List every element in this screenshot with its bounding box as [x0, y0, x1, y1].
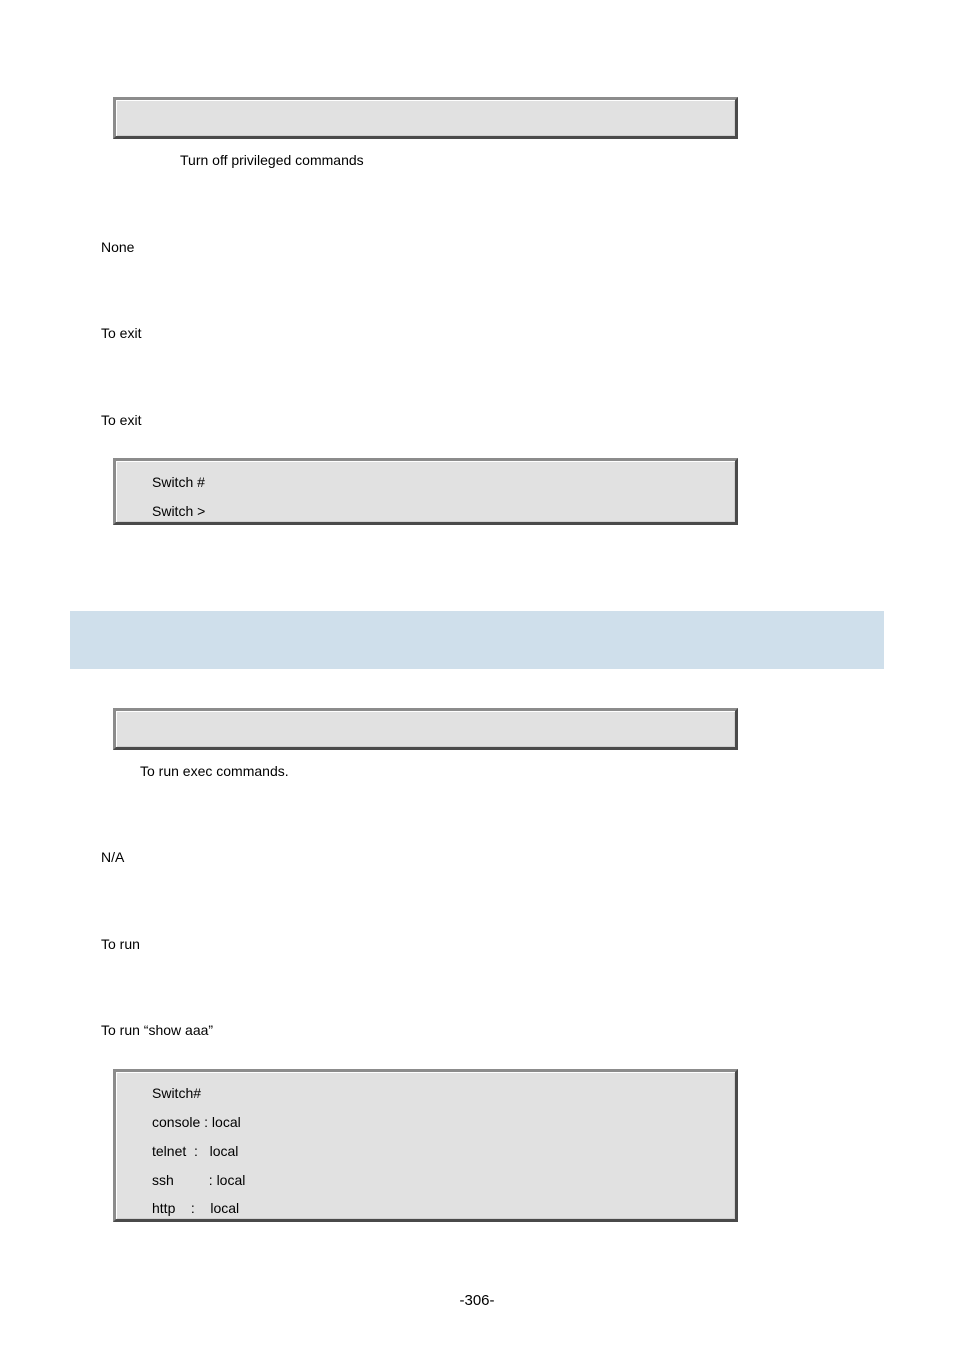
- section1-usage: To exit: [101, 412, 142, 428]
- command-syntax-box-1: [113, 97, 738, 139]
- page-number: -306-: [459, 1292, 495, 1309]
- command-syntax-box-2: [113, 708, 738, 750]
- example-line: http : local: [152, 1200, 240, 1216]
- example-box-2: [113, 1069, 738, 1222]
- section1-default: None: [101, 239, 135, 255]
- example-line: telnet : local: [152, 1143, 239, 1159]
- example-line: console : local: [152, 1114, 241, 1130]
- example-line: Switch >: [152, 503, 206, 519]
- section1-mode: To exit: [101, 325, 142, 341]
- example-line: ssh : local: [152, 1172, 246, 1188]
- example-box-1: [113, 458, 738, 525]
- section2-description: To run exec commands.: [140, 763, 289, 779]
- example-line: Switch #: [152, 474, 205, 490]
- section1-description: Turn off privileged commands: [180, 152, 364, 168]
- section2-mode: To run: [101, 936, 140, 952]
- section2-usage: To run “show aaa”: [101, 1022, 214, 1038]
- section2-default: N/A: [101, 849, 125, 865]
- example-line: Switch#: [152, 1085, 202, 1101]
- section-header-band: [70, 611, 884, 669]
